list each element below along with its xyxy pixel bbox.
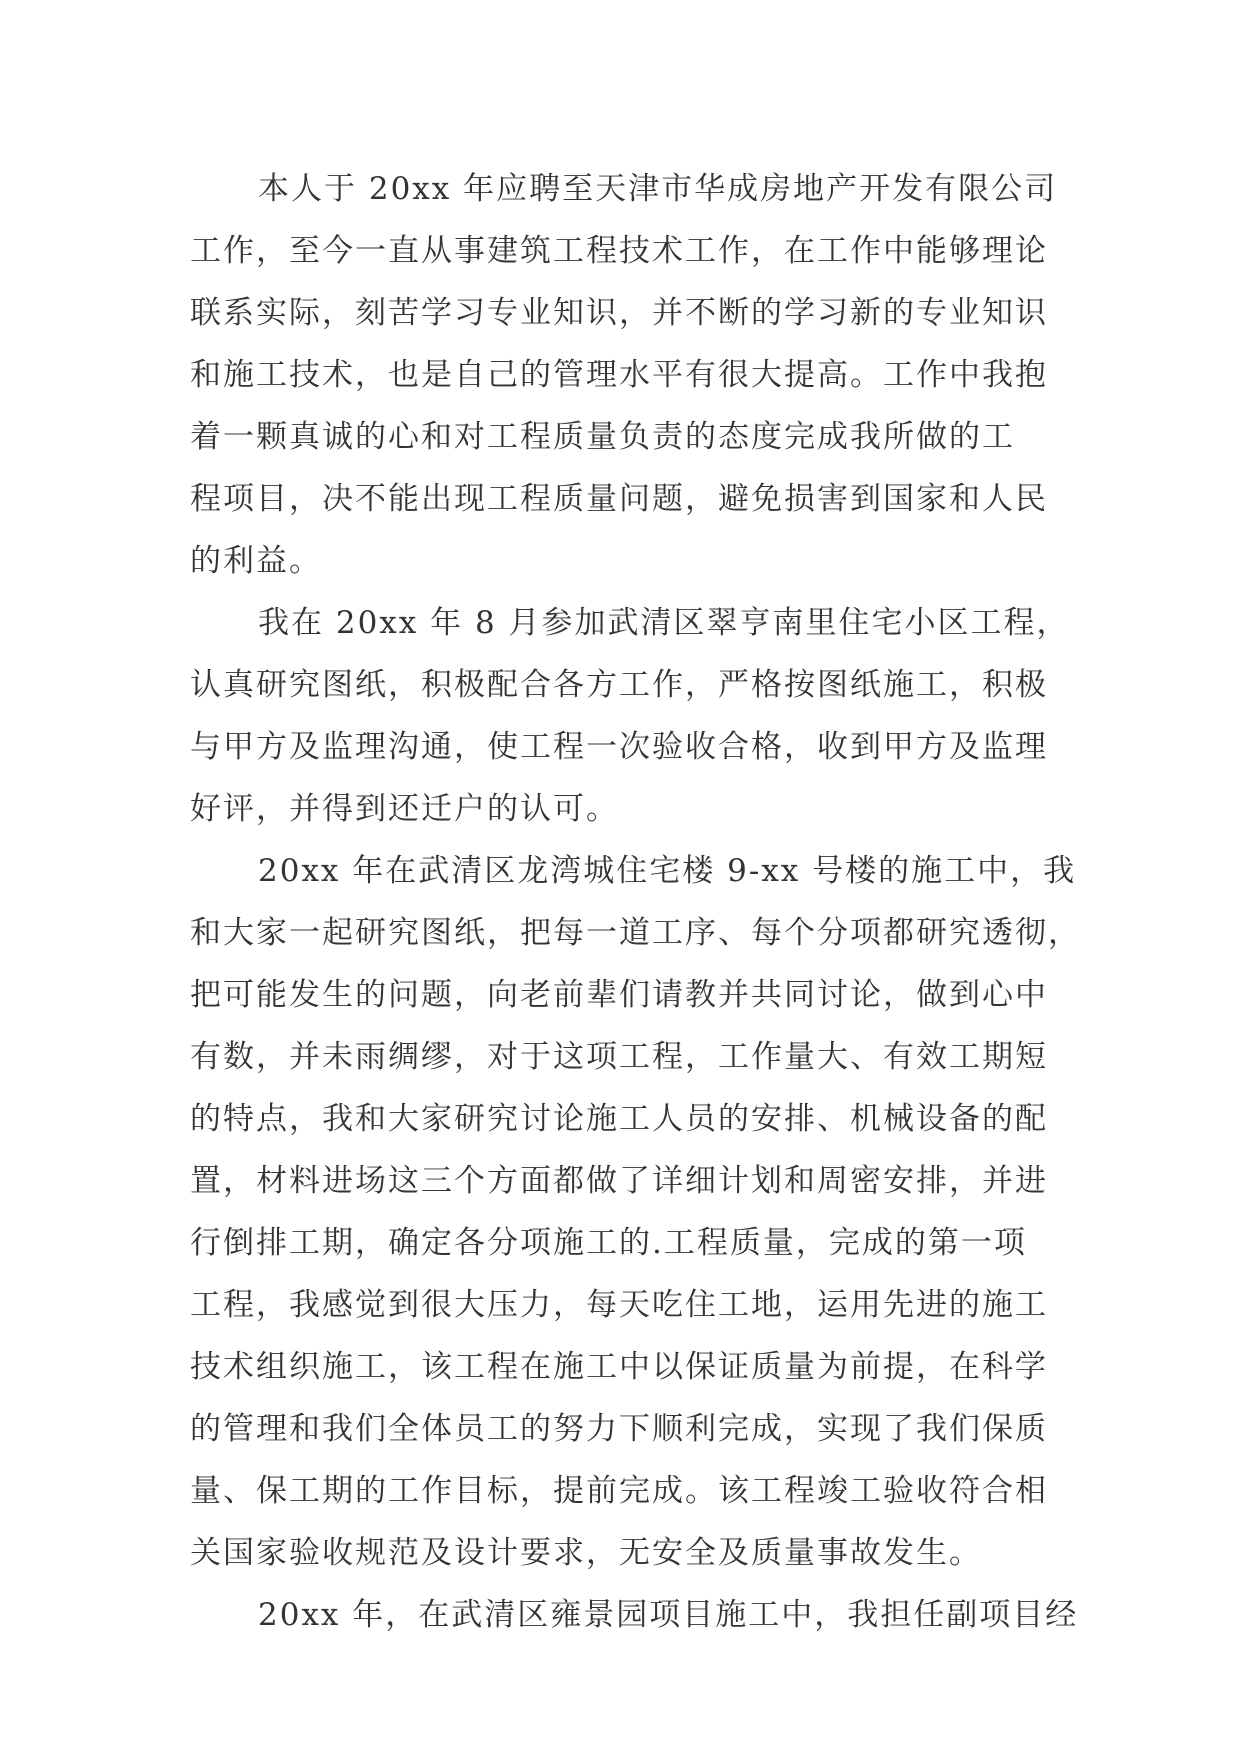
paragraph-3	[190, 840, 1081, 1584]
paragraph-1	[190, 158, 1058, 592]
text-line: 联系实际，刻苦学习专业知识，并不断的学习新的专业知识	[190, 295, 1048, 331]
text-line: 和大家一起研究图纸，把每一道工序、每个分项都研究透彻，	[190, 915, 1081, 951]
text-line: 技术组织施工，该工程在施工中以保证质量为前提，在科学	[190, 1349, 1048, 1385]
text-line: 着一颗真诚的心和对工程质量负责的态度完成我所做的工	[190, 419, 1015, 455]
text-line: 我在 20xx 年 8 月参加武清区翠亨南里住宅小区工程，	[258, 605, 1070, 641]
text-line: 20xx 年在武清区龙湾城住宅楼 9-xx 号楼的施工中，我	[258, 853, 1077, 889]
text-line: 程项目，决不能出现工程质量问题，避免损害到国家和人民	[190, 481, 1048, 517]
text-line: 20xx 年，在武清区雍景园项目施工中，我担任副项目经	[258, 1597, 1079, 1633]
paragraph-4	[190, 1584, 1079, 1646]
text-line: 的特点，我和大家研究讨论施工人员的安排、机械设备的配	[190, 1101, 1048, 1137]
text-line: 和施工技术，也是自己的管理水平有很大提高。工作中我抱	[190, 357, 1048, 393]
paragraph-2	[190, 592, 1070, 840]
document-body	[190, 158, 1081, 1646]
text-line: 本人于 20xx 年应聘至天津市华成房地产开发有限公司	[258, 171, 1058, 207]
text-line: 与甲方及监理沟通，使工程一次验收合格，收到甲方及监理	[190, 729, 1048, 765]
text-line: 工程，我感觉到很大压力，每天吃住工地，运用先进的施工	[190, 1287, 1048, 1323]
text-line: 有数，并未雨绸缪，对于这项工程，工作量大、有效工期短	[190, 1039, 1048, 1075]
text-line: 认真研究图纸，积极配合各方工作，严格按图纸施工，积极	[190, 667, 1048, 703]
text-line: 的管理和我们全体员工的努力下顺利完成，实现了我们保质	[190, 1411, 1048, 1447]
text-line: 工作，至今一直从事建筑工程技术工作，在工作中能够理论	[190, 233, 1048, 269]
text-line: 置，材料进场这三个方面都做了详细计划和周密安排，并进	[190, 1163, 1048, 1199]
text-line: 的利益。	[190, 543, 322, 579]
text-line: 关国家验收规范及设计要求，无安全及质量事故发生。	[190, 1535, 982, 1571]
text-line: 把可能发生的问题，向老前辈们请教并共同讨论，做到心中	[190, 977, 1048, 1013]
text-line: 好评，并得到还迁户的认可。	[190, 791, 619, 827]
text-line: 量、保工期的工作目标，提前完成。该工程竣工验收符合相	[190, 1473, 1048, 1509]
text-line: 行倒排工期，确定各分项施工的.工程质量，完成的第一项	[190, 1225, 1027, 1261]
